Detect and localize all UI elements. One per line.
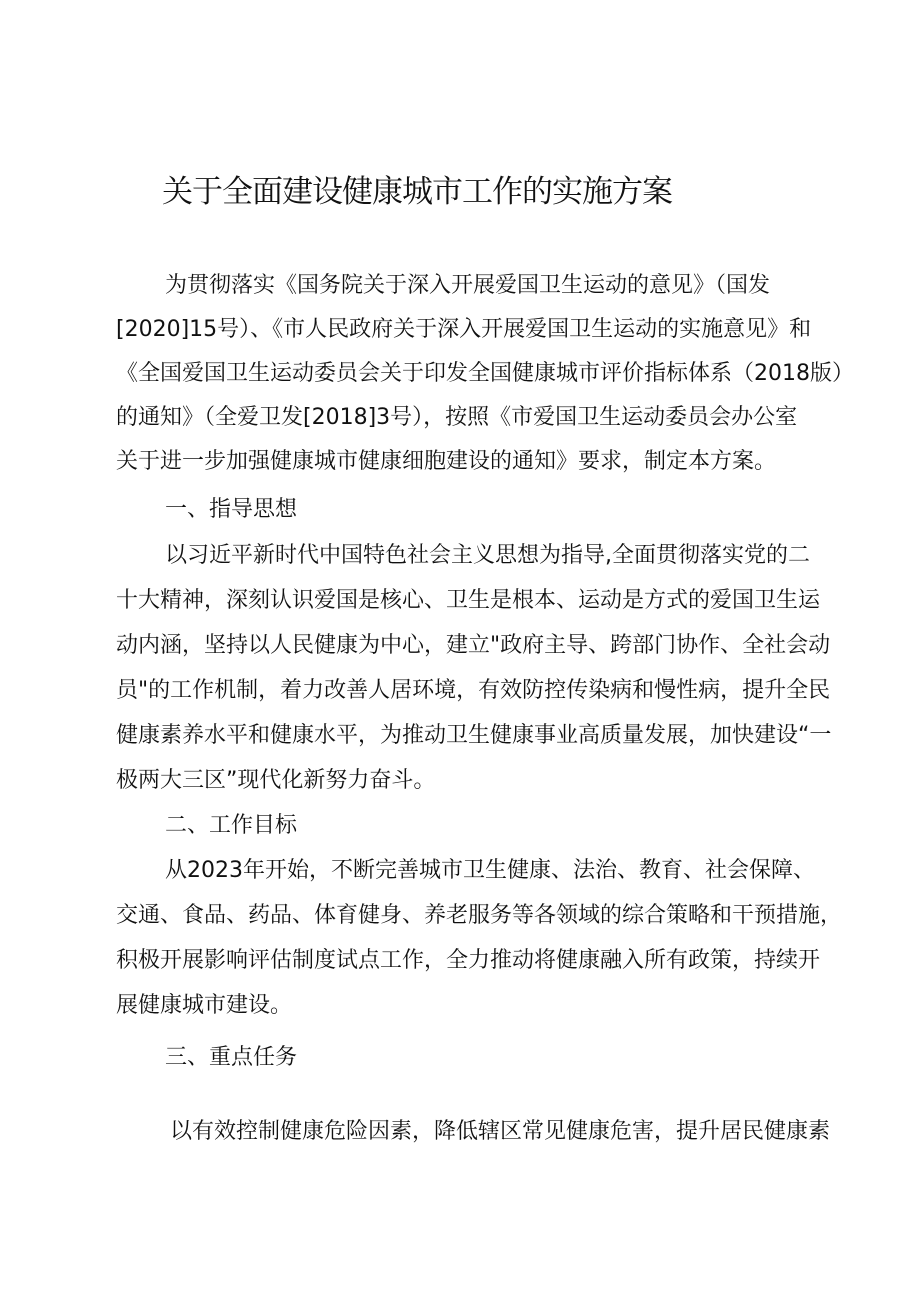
section2-line-2: 交通、食品、药品、体育健身、养老服务等各领域的综合策略和干预措施， — [116, 903, 843, 928]
intro-line-2: [2020]15号）、《市人民政府关于深入开展爱国卫生运动的实施意见》和 — [116, 317, 812, 342]
section3-line-1: 以有效控制健康危险因素，降低辖区常见健康危害，提升居民健康素 — [170, 1119, 831, 1144]
section1-line-6: 极两大三区”现代化新努力奋斗。 — [116, 768, 436, 793]
section2-line-3: 积极开展影响评估制度试点工作，全力推动将健康融入所有政策，持续开 — [116, 948, 821, 973]
intro-line-5: 关于进一步加强健康城市健康细胞建设的通知》要求，制定本方案。 — [116, 449, 777, 474]
section1-line-5: 健康素养水平和健康水平，为推动卫生健康事业高质量发展，加快建设“一 — [116, 723, 832, 748]
intro-line-3: 《全国爱国卫生运动委员会关于印发全国健康城市评价指标体系（2018版） — [116, 361, 854, 386]
section1-line-3: 动内涵，坚持以人民健康为中心，建立"政府主导、跨部门协作、全社会动 — [116, 633, 831, 658]
section1-line-2: 十大精神，深刻认识爱国是核心、卫生是根本、运动是方式的爱国卫生运 — [116, 588, 821, 613]
section-heading-guiding-ideology: 一、指导思想 — [165, 497, 298, 522]
section-heading-key-tasks: 三、重点任务 — [165, 1045, 298, 1070]
intro-line-1: 为贯彻落实《国务院关于深入开展爱国卫生运动的意见》（国发 — [165, 273, 771, 298]
section2-line-4: 展健康城市建设。 — [116, 993, 293, 1018]
section-heading-work-goals: 二、工作目标 — [165, 813, 298, 838]
section1-line-4: 员"的工作机制，着力改善人居环境，有效防控传染病和慢性病，提升全民 — [116, 678, 831, 703]
section1-line-1: 以习近平新时代中国特色社会主义思想为指导,全面贯彻落实党的二 — [165, 543, 810, 568]
document-title: 关于全面建设健康城市工作的实施方案 — [162, 174, 672, 210]
section2-line-1: 从2023年开始，不断完善城市卫生健康、法治、教育、社会保障、 — [165, 858, 815, 883]
intro-line-4: 的通知》（全爱卫发[2018]3号），按照《市爱国卫生运动委员会办公室 — [116, 405, 798, 430]
